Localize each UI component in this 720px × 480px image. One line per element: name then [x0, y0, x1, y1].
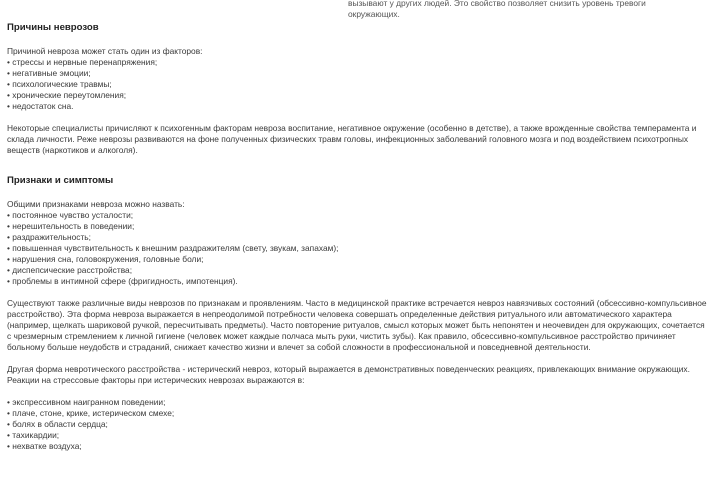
signs-intro: Общими признаками невроза можно назвать: — [7, 199, 185, 209]
list-item: • плаче, стоне, крике, истерическом смехе; — [7, 408, 707, 419]
list-item: • повышенная чувствительность к внешним раздражителям (свету, звукам, запахам); — [7, 243, 707, 254]
list-item: • недостаток сна. — [7, 101, 707, 112]
list-item: • нарушения сна, головокружения, головные боли; — [7, 254, 707, 265]
list-item: • проблемы в интимной сфере (фригидность, импотенция). — [7, 276, 707, 287]
list-item: • хронические переутомления; — [7, 90, 707, 101]
previous-paragraph-fragment — [348, 0, 708, 20]
list-item: • психологические травмы; — [7, 79, 707, 90]
list-item: • раздражительность; — [7, 232, 707, 243]
list-item: • стрессы и нервные перенапряжения; — [7, 57, 707, 68]
causes-intro: Причиной невроза может стать один из факторов: — [7, 46, 203, 56]
list-item: • нерешительность в поведении; — [7, 221, 707, 232]
article-body — [7, 22, 707, 452]
causes-list — [7, 57, 707, 112]
hysteric-list — [7, 397, 707, 452]
list-item: • постоянное чувство усталости; — [7, 210, 707, 221]
fragment-line: вызывают у других людей. Это свойство позволяет снизить уровень тревоги — [348, 0, 646, 8]
section-heading-causes: Причины неврозов — [7, 22, 99, 33]
causes-paragraph: Некоторые специалисты причисляют к психогенным факторам невроза воспитание, негативное окружение (особенно в детстве), а также врожденные свойства темперамента и склада личности. Реже неврозы развиваются на фоне полученных физических травм головы, инфекционных заболеваний головного мозга и под воздействием психотропных веществ (наркотиков и алкоголя). — [7, 123, 697, 155]
ocd-paragraph: Существуют также различные виды неврозов по признакам и проявлениям. Часто в медицинской практике встречается невроз навязчивых состояний (обсессивно-компульсивное расстройство). Эта форма невроза выражается в непреодолимой потребности человека совершать определенные действия ритуального или автоматического характера (например, щелкать шариковой ручкой, пересчитывать предметы). Часто повторение ритуалов, смысл которых может быть непонятен и неочевиден для окружающих, сочетается с чрезмерным стремлением к личной гигиене (человек может каждые полчаса мыть руки, чистить зубы). Как правило, обсессивно-компульсивное расстройство причиняет больному больше неудобств и страданий, снижает качество жизни и влечет за собой сложности в профессиональной и повседневной деятельности. — [7, 298, 707, 352]
list-item: • диспепсические расстройства; — [7, 265, 707, 276]
list-item: • тахикардии; — [7, 430, 707, 441]
section-heading-signs: Признаки и симптомы — [7, 175, 114, 186]
signs-list — [7, 210, 707, 287]
list-item: • болях в области сердца; — [7, 419, 707, 430]
list-item: • нехватке воздуха; — [7, 441, 707, 452]
list-item: • экспрессивном наигранном поведении; — [7, 397, 707, 408]
list-item: • негативные эмоции; — [7, 68, 707, 79]
fragment-line: окружающих. — [348, 9, 400, 19]
hysteric-paragraph: Другая форма невротического расстройства - истерический невроз, который выражается в демонстративных поведенческих реакциях, привлекающих внимание окружающих. Реакции на стрессовые факторы при истерических неврозах выражаются в: — [7, 364, 690, 385]
